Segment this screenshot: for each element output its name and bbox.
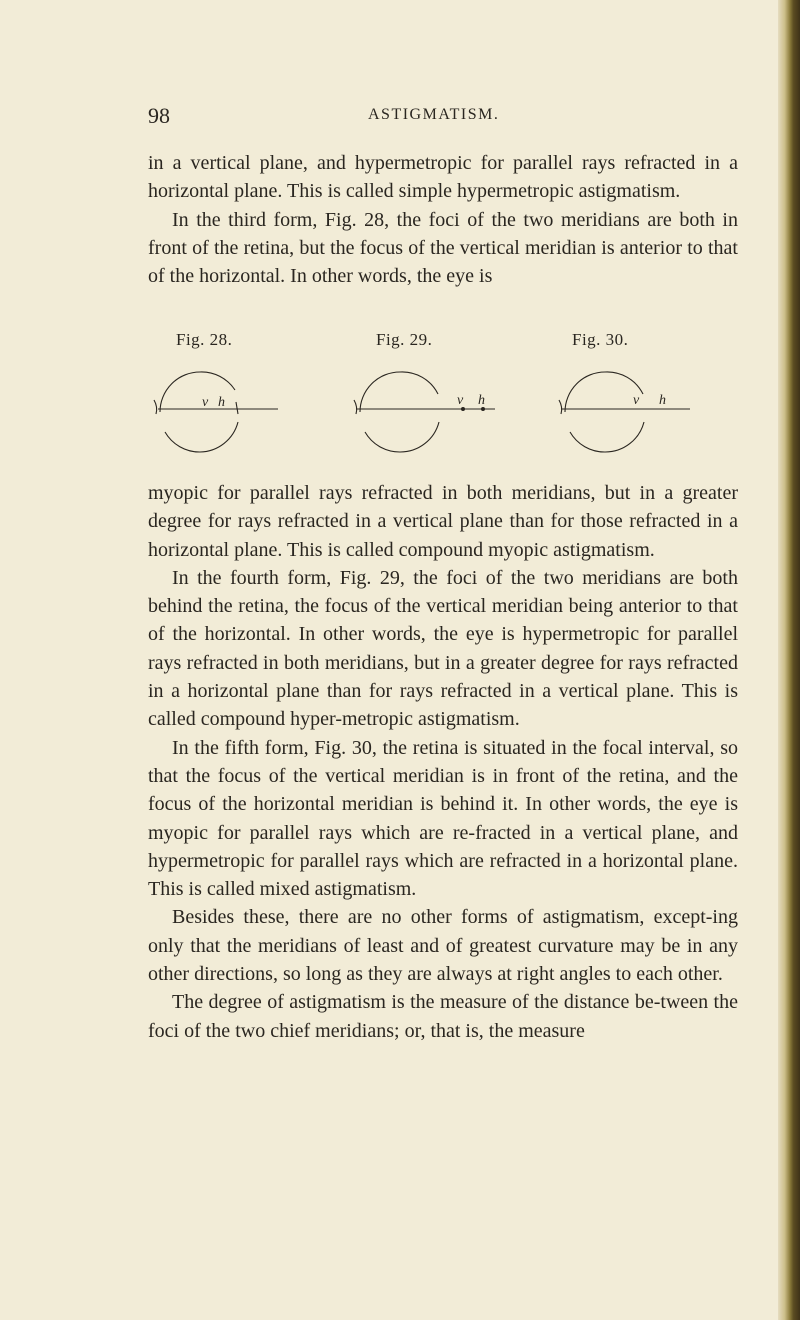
figure-28-diagram (140, 362, 290, 472)
label-v: v (633, 393, 640, 408)
lens-curve (154, 400, 157, 414)
figure-29-caption: Fig. 29. (376, 330, 433, 349)
eyeball-upper-right-arc (605, 372, 643, 394)
eyeball-upper-left-arc (565, 372, 605, 412)
figure-row (140, 330, 750, 480)
bottom-text-block (148, 479, 738, 1045)
figure-28-caption: Fig. 28. (176, 330, 233, 349)
figure-30-diagram (540, 362, 710, 472)
paragraph-other-forms: Besides these, there are no other forms of astigmatism, except-ing only that the meridians of least and of greatest curvature may be in any other directions, so long as they are always at right angles to each other. (148, 906, 738, 986)
label-h: h (218, 395, 225, 410)
figure-29-diagram (335, 362, 510, 472)
lens-curve (559, 400, 562, 414)
page-header (148, 103, 738, 133)
eyeball-lower-left-arc (165, 432, 200, 452)
label-v: v (457, 393, 464, 408)
lens-curve (354, 400, 357, 414)
retina-tick (236, 402, 238, 414)
eyeball-lower-left-arc (365, 432, 400, 452)
paragraph-myopic-continuation: myopic for parallel rays refracted in both meridians, but in a greater degree for rays refracted in a vertical plane than for those refracted in a horizontal plane. This is called compound myopic astigmatism. (148, 482, 738, 561)
eyeball-upper-right-arc (200, 372, 235, 390)
eyeball-lower-right-arc (200, 422, 238, 452)
eyeball-lower-right-arc (605, 422, 644, 452)
eyeball-upper-left-arc (360, 372, 400, 412)
paragraph-fourth-form: In the fourth form, Fig. 29, the foci of the two meridians are both behind the retina, the focus of the vertical meridian being anterior to that of the horizontal. In other words, the eye is hypermetropic for parallel rays refracted in both meridians, but in a greater degree for rays refracted in a horizontal plane than for rays refracted in a vertical plane. This is called compound hyper-metropic astigmatism. (148, 566, 738, 731)
eyeball-upper-left-arc (160, 372, 200, 412)
paragraph-fifth-form: In the fifth form, Fig. 30, the retina is situated in the focal interval, so that the focus of the vertical meridian is in front of the retina, and the focus of the horizontal meridian is behind it. In other words, the eye is myopic for parallel rays which are re-fracted in a vertical plane, and hypermetropic for parallel rays which are refracted in a horizontal plane. This is called mixed astigmatism. (148, 736, 738, 901)
paragraph-degree: The degree of astigmatism is the measure of the distance be-tween the foci of the two chief meridians; or, that is, the measure (148, 991, 738, 1042)
running-title: ASTIGMATISM. (368, 106, 500, 123)
eyeball-upper-right-arc (400, 372, 438, 394)
eyeball-lower-left-arc (570, 432, 605, 452)
page-number: 98 (148, 103, 170, 128)
paragraph-third-form: In the third form, Fig. 28, the foci of the two meridians are both in front of the retina, but the focus of the vertical meridian is anterior to that of the horizontal. In other words, the eye is (148, 208, 738, 288)
label-h: h (659, 393, 666, 408)
label-h: h (478, 393, 485, 408)
label-v: v (202, 395, 209, 410)
paragraph-continuation: in a vertical plane, and hypermetropic for parallel rays refracted in a horizontal plane. This is called simple hypermetropic astigmatism. (148, 152, 738, 203)
figure-30-caption: Fig. 30. (572, 330, 629, 349)
page-edge-binding (778, 0, 800, 1320)
top-text-block (148, 149, 738, 290)
eyeball-lower-right-arc (400, 422, 439, 452)
